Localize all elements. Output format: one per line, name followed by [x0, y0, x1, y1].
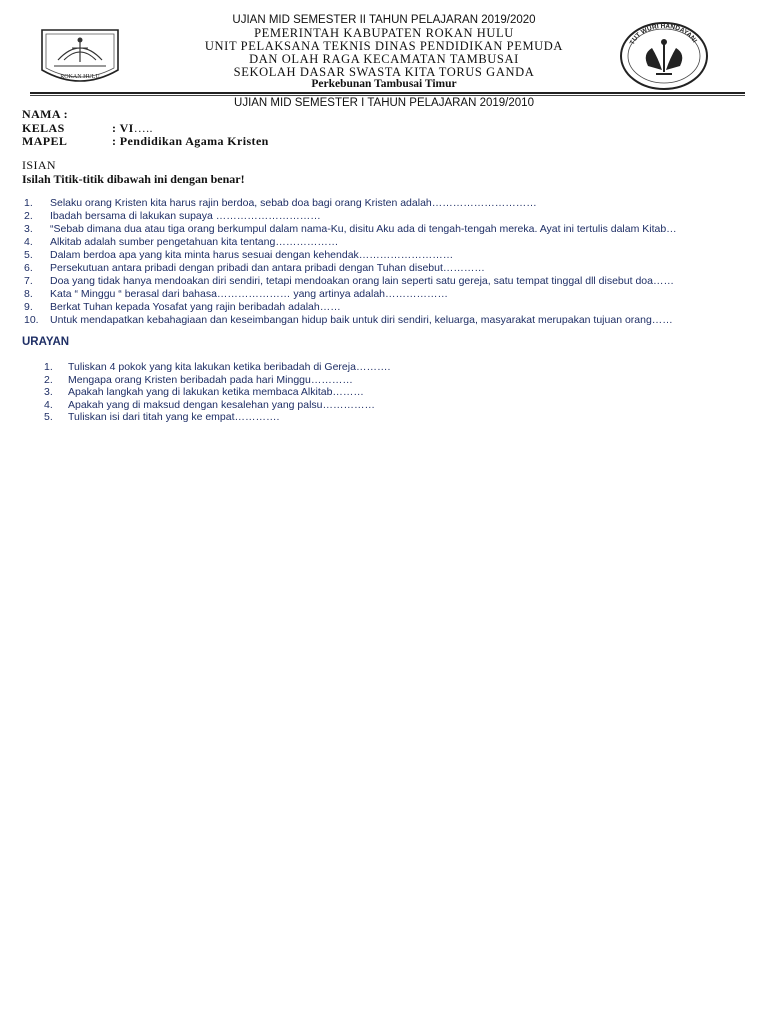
mapel-label: MAPEL: [22, 134, 68, 148]
kelas-label: KELAS: [22, 121, 65, 135]
urayan-heading: URAYAN: [22, 336, 70, 348]
address-line: Perkebunan Tambusai Timur: [311, 78, 457, 90]
logo-left-caption: ROKAN HULU: [60, 74, 100, 80]
question-text: “Sebab dimana dua atau tiga orang berkumpul dalam nama-Ku, disitu Aku ada di tengah-tengah mereka. Ayat ini tertulis dalam Kitab…: [50, 223, 677, 235]
district-line: DAN OLAH RAGA KECAMATAN TAMBUSAI: [249, 52, 519, 66]
question-text: Apakah yang di maksud dengan kesalehan yang palsu……………: [68, 399, 376, 411]
question-text: Tuliskan 4 pokok yang kita lakukan ketika beribadah di Gereja……….: [68, 361, 391, 373]
question-text: Tuliskan isi dari titah yang ke empat………….: [68, 411, 280, 423]
question-number: 8.: [24, 288, 33, 300]
question-number: 2.: [44, 374, 53, 386]
header-divider-thick: [30, 92, 745, 94]
exam-title-line: UJIAN MID SEMESTER II TAHUN PELAJARAN 2019/2020: [232, 14, 536, 26]
question-text: Persekutuan antara pribadi dengan pribadi dan antara pribadi dengan Tuhan disebut…………: [50, 262, 485, 274]
question-number: 4.: [44, 399, 53, 411]
isian-heading: ISIAN: [22, 158, 56, 172]
question-text: Ibadah bersama di lakukan supaya …………………………: [50, 210, 321, 222]
question-number: 9.: [24, 301, 33, 313]
question-number: 5.: [24, 249, 33, 261]
question-text: Doa yang tidak hanya mendoakan diri sendiri, tetapi mendoakan orang lain seperti satu gereja, satu tempat tinggal dll disebut doa……: [50, 275, 674, 287]
question-text: Dalam berdoa apa yang kita minta harus sesuai dengan kehendak………………………: [50, 249, 454, 261]
mapel-field: [22, 134, 269, 149]
question-text: Berkat Tuhan kepada Yosafat yang rajin beribadah adalah……: [50, 301, 341, 313]
isian-instruction: Isilah Titik-titik dibawah ini dengan benar!: [22, 172, 245, 186]
government-line: PEMERINTAH KABUPATEN ROKAN HULU: [254, 26, 514, 40]
header-divider-thin: [30, 95, 745, 96]
question-number: 10.: [24, 314, 39, 326]
question-number: 7.: [24, 275, 33, 287]
kelas-value: : VI: [112, 121, 134, 135]
question-number: 2.: [24, 210, 33, 222]
mapel-value: : Pendidikan Agama Kristen: [112, 134, 269, 148]
kelas-dots: …..: [133, 121, 153, 135]
question-number: 1.: [44, 361, 53, 373]
school-name-line: SEKOLAH DASAR SWASTA KITA TORUS GANDA: [233, 65, 535, 79]
nama-label: NAMA :: [22, 107, 69, 121]
logo-right-caption: TUT WURI HANDAYANI: [628, 22, 698, 46]
question-text: Untuk mendapatkan kebahagiaan dan keseimbangan hidup baik untuk diri sendiri, keluarga, masyarakat merupakan tujuan orang……: [50, 314, 673, 326]
question-text: Selaku orang Kristen kita harus rajin berdoa, sebab doa bagi orang Kristen adalah…………………………: [50, 197, 537, 209]
question-text: Mengapa orang Kristen beribadah pada hari Minggu…………: [68, 374, 353, 386]
nama-field: [22, 107, 68, 122]
question-number: 4.: [24, 236, 33, 248]
question-number: 3.: [24, 223, 33, 235]
question-number: 5.: [44, 411, 53, 423]
question-text: Apakah langkah yang di lakukan ketika membaca Alkitab………: [68, 386, 364, 398]
exam-subtitle-line: UJIAN MID SEMESTER I TAHUN PELAJARAN 2019/2010: [234, 97, 534, 109]
question-number: 3.: [44, 386, 53, 398]
question-number: 1.: [24, 197, 33, 209]
question-text: Kata “ Minggu “ berasal dari bahasa………………… yang artinya adalah………………: [50, 288, 448, 300]
unit-line: UNIT PELAKSANA TEKNIS DINAS PENDIDIKAN PEMUDA: [204, 39, 564, 53]
question-text: Alkitab adalah sumber pengetahuan kita tentang………………: [50, 236, 339, 248]
question-number: 6.: [24, 262, 33, 274]
